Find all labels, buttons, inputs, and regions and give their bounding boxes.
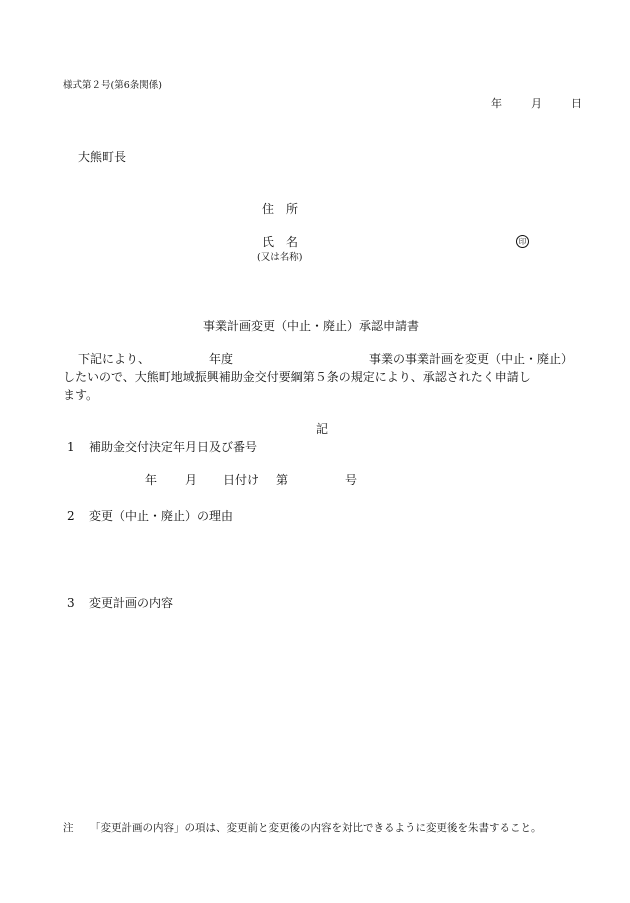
ki-heading: 記 [316, 422, 329, 436]
addressee: 大熊町長 [78, 150, 127, 164]
form-number: 様式第２号(第6条関係) [63, 80, 162, 91]
item-1-number: 1 [67, 440, 75, 454]
address-label: 住 所 [262, 202, 299, 216]
item-1-dai-label: 第 [276, 473, 289, 487]
body-text-part1: 下記により、 [78, 352, 151, 366]
date-day-label: 日 [571, 97, 582, 110]
body-text-part3: 事業の事業計画を変更（中止・廃止） [369, 352, 574, 366]
seal-mark-icon: 印 [516, 235, 529, 248]
body-text-line3: ます。 [63, 388, 99, 402]
note-label: 注 [63, 822, 74, 834]
item-3-label: 変更計画の内容 [89, 596, 174, 610]
name-label: 氏 名 [262, 235, 299, 249]
item-2-number: 2 [67, 509, 75, 523]
note-text: 「変更計画の内容」の項は、変更前と変更後の内容を対比できるように変更後を朱書すること。 [90, 822, 542, 834]
item-1-day-label: 日付け [223, 473, 260, 487]
body-text-part2: 年度 [209, 352, 234, 366]
item-3-number: 3 [67, 596, 75, 610]
item-1-month-label: 月 [185, 473, 198, 487]
document-title: 事業計画変更（中止・廃止）承認申請書 [203, 319, 420, 333]
item-1-year-label: 年 [145, 473, 158, 487]
date-month-label: 月 [531, 97, 542, 110]
name-note: (又は名称) [257, 252, 303, 263]
body-text-line2: したいので、大熊町地域振興補助金交付要綱第５条の規定により、承認されたく申請し [63, 370, 531, 384]
date-year-label: 年 [491, 97, 502, 110]
item-1-label: 補助金交付決定年月日及び番号 [89, 440, 258, 454]
item-2-label: 変更（中止・廃止）の理由 [89, 509, 234, 523]
item-1-go-label: 号 [345, 473, 358, 487]
